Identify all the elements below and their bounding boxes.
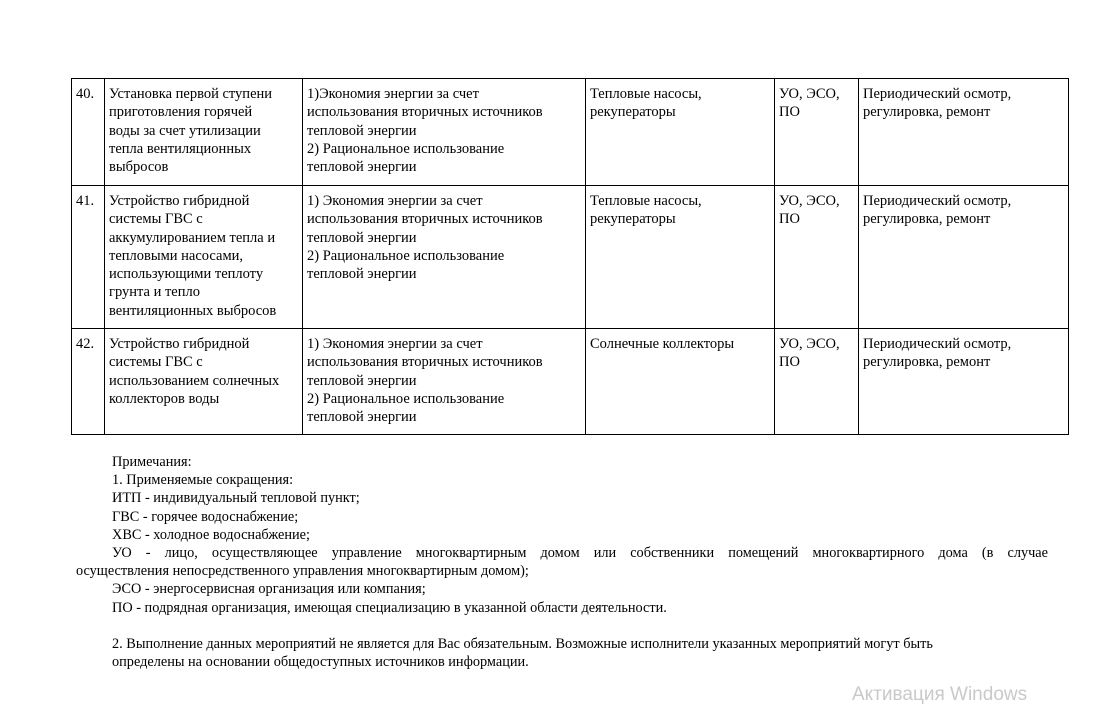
effect-line: тепловой энергии — [307, 122, 417, 139]
executors-line: УО, ЭСО, — [779, 336, 840, 352]
measure-cell — [105, 186, 303, 329]
measure-line: использующими теплоту — [109, 266, 264, 283]
row-number-cell — [72, 329, 105, 435]
measure-line: грунта и тепло — [109, 284, 200, 301]
notes-spacer — [76, 617, 1048, 635]
executors-line: ПО — [779, 354, 800, 371]
maintenance-line: Периодический осмотр, — [863, 86, 1012, 102]
measure-line: воды за счет утилизации — [109, 122, 261, 139]
maintenance-line: регулировка, ремонт — [863, 354, 991, 371]
effect-line: 1) Экономия энергии за счет — [307, 336, 483, 352]
executors-line: ПО — [779, 104, 800, 121]
effect-line: 2) Рациональное использование — [307, 247, 505, 264]
measure-line: вентиляционных выбросов — [109, 302, 277, 319]
equipment-cell — [586, 329, 775, 435]
executors-line: ПО — [779, 211, 800, 228]
measure-line: аккумулированием тепла и — [109, 229, 276, 246]
row-number: 41. — [76, 193, 95, 209]
row-number: 42. — [76, 336, 95, 352]
measure-line: Устройство гибридной — [109, 193, 250, 209]
row-number-cell — [72, 186, 105, 329]
notes-heading: Примечания: — [112, 454, 192, 470]
executors-line: УО, ЭСО, — [779, 86, 840, 102]
row-number: 40. — [76, 86, 95, 102]
executors-line: УО, ЭСО, — [779, 193, 840, 209]
notes-item-2-line-2: определены на основании общедоступных источников информации. — [112, 654, 529, 671]
measures-table — [71, 78, 1069, 435]
effect-line: тепловой энергии — [307, 159, 417, 176]
measure-line: тепловыми насосами, — [109, 247, 244, 264]
notes-item-2-line-1: 2. Выполнение данных мероприятий не является для Вас обязательным. Возможные исполнители указанных мероприятий могут быть — [112, 635, 933, 652]
equipment-line: рекуператоры — [590, 104, 676, 121]
effect-line: тепловой энергии — [307, 266, 417, 283]
measure-line: Устройство гибридной — [109, 336, 250, 352]
executors-cell — [775, 329, 859, 435]
abbr-po: ПО - подрядная организация, имеющая специализацию в указанной области деятельности. — [112, 599, 667, 616]
effect-line: 2) Рациональное использование — [307, 140, 505, 157]
equipment-line: рекуператоры — [590, 211, 676, 228]
effect-cell — [303, 329, 586, 435]
activation-watermark: Активация Windows — [852, 684, 1028, 705]
maintenance-line: регулировка, ремонт — [863, 211, 991, 228]
abbr-uo-line-1: УО - лицо, осуществляющее управление многоквартирным домом или собственники помещений многоквартирного дома (в случае — [112, 545, 1048, 562]
measure-line: Установка первой ступени — [109, 86, 273, 102]
equipment-line: Солнечные коллекторы — [590, 336, 735, 352]
effect-line: 2) Рациональное использование — [307, 390, 505, 407]
measure-line: выбросов — [109, 159, 169, 176]
effect-line: 1)Экономия энергии за счет — [307, 86, 479, 102]
maintenance-line: Периодический осмотр, — [863, 336, 1012, 352]
executors-cell — [775, 79, 859, 186]
maintenance-cell — [859, 329, 1069, 435]
abbr-hvs: ХВС - холодное водоснабжение; — [112, 526, 310, 543]
equipment-line: Тепловые насосы, — [590, 86, 702, 102]
abbr-eso: ЭСО - энергосервисная организация или компания; — [112, 581, 426, 598]
measure-cell — [105, 79, 303, 186]
executors-cell — [775, 186, 859, 329]
notes-item-1: 1. Применяемые сокращения: — [112, 472, 294, 489]
effect-cell — [303, 79, 586, 186]
table-row — [72, 186, 1069, 329]
abbr-gvs: ГВС - горячее водоснабжение; — [112, 508, 299, 525]
effect-line: тепловой энергии — [307, 229, 417, 246]
maintenance-cell — [859, 79, 1069, 186]
effect-line: тепловой энергии — [307, 372, 417, 389]
equipment-cell — [586, 186, 775, 329]
maintenance-cell — [859, 186, 1069, 329]
effect-line: тепловой энергии — [307, 409, 417, 426]
measure-line: коллекторов воды — [109, 390, 220, 407]
equipment-line: Тепловые насосы, — [590, 193, 702, 209]
table-row — [72, 329, 1069, 435]
effect-cell — [303, 186, 586, 329]
row-number-cell — [72, 79, 105, 186]
measure-line: системы ГВС с — [109, 354, 203, 371]
notes-section — [76, 453, 1048, 671]
measure-line: тепла вентиляционных — [109, 140, 252, 157]
measure-line: системы ГВС с — [109, 211, 203, 228]
maintenance-line: регулировка, ремонт — [863, 104, 991, 121]
abbr-uo-line-2: осуществления непосредственного управления многоквартирным домом); — [76, 563, 529, 580]
measure-line: использованием солнечных — [109, 372, 280, 389]
table-row — [72, 79, 1069, 186]
effect-line: 1) Экономия энергии за счет — [307, 193, 483, 209]
measure-line: приготовления горячей — [109, 104, 253, 121]
equipment-cell — [586, 79, 775, 186]
measure-cell — [105, 329, 303, 435]
maintenance-line: Периодический осмотр, — [863, 193, 1012, 209]
effect-line: использования вторичных источников — [307, 211, 543, 228]
effect-line: использования вторичных источников — [307, 104, 543, 121]
abbr-itp: ИТП - индивидуальный тепловой пункт; — [112, 490, 360, 507]
effect-line: использования вторичных источников — [307, 354, 543, 371]
